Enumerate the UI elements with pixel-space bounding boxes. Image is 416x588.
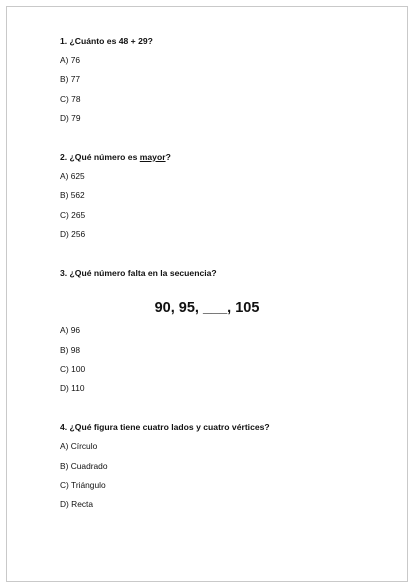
option-label: C) 265 xyxy=(60,210,86,220)
question-2-title-suffix: ? xyxy=(165,152,171,162)
question-3 xyxy=(60,267,387,279)
option-label: B) Cuadrado xyxy=(60,461,108,471)
option-label: C) 100 xyxy=(60,364,86,374)
question-2 xyxy=(60,151,387,163)
option-label: A) 96 xyxy=(60,325,81,335)
option-label: B) 98 xyxy=(60,345,81,355)
question-2-title-emphasis: mayor xyxy=(139,152,166,162)
option-label: A) 625 xyxy=(60,171,85,181)
option-label: D) Recta xyxy=(60,499,94,509)
question-2-title-prefix: 2. ¿Qué número es xyxy=(60,152,140,162)
question-1-option-d xyxy=(60,112,387,124)
question-1-option-b xyxy=(60,73,387,85)
option-label: A) 76 xyxy=(60,55,81,65)
question-1 xyxy=(60,35,387,47)
question-4-option-c xyxy=(60,479,387,491)
question-1-title: 1. ¿Cuánto es 48 + 29? xyxy=(60,36,153,46)
option-label: B) 562 xyxy=(60,190,85,200)
worksheet-page xyxy=(6,6,408,582)
question-4-option-a xyxy=(60,440,387,452)
question-3-option-b xyxy=(60,344,387,356)
option-label: C) Triángulo xyxy=(60,480,106,490)
question-3-title: 3. ¿Qué número falta en la secuencia? xyxy=(60,268,217,278)
number-sequence: 90, 95, ___, 105 xyxy=(154,300,260,316)
question-3-option-a xyxy=(60,324,387,336)
option-label: C) 78 xyxy=(60,94,81,104)
question-4-title: 4. ¿Qué figura tiene cuatro lados y cuatro vértices? xyxy=(60,422,270,432)
question-4-option-d xyxy=(60,498,387,510)
question-2-option-d xyxy=(60,228,387,240)
question-3-option-c xyxy=(60,363,387,375)
question-4 xyxy=(60,421,387,433)
option-label: D) 79 xyxy=(60,113,81,123)
question-4-option-b xyxy=(60,460,387,472)
question-2-option-c xyxy=(60,209,387,221)
option-label: D) 256 xyxy=(60,229,86,239)
option-label: A) Círculo xyxy=(60,441,98,451)
question-3-option-d xyxy=(60,382,387,394)
question-2-title xyxy=(60,151,387,163)
question-2-option-b xyxy=(60,189,387,201)
question-1-option-a xyxy=(60,54,387,66)
option-label: B) 77 xyxy=(60,74,81,84)
question-2-option-a xyxy=(60,170,387,182)
option-label: D) 110 xyxy=(60,383,85,393)
question-1-option-c xyxy=(60,93,387,105)
